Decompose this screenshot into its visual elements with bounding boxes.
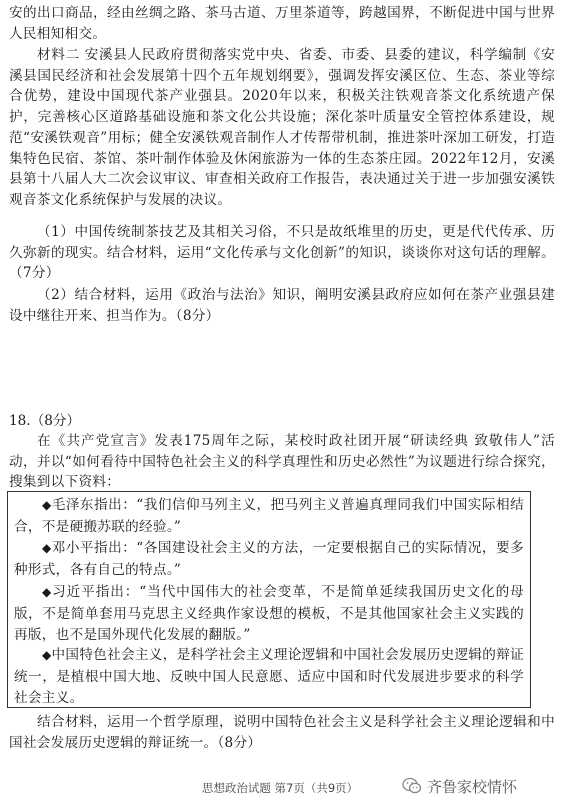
quote-deng: ◆邓小平指出：“各国建设社会主义的方法，一定要根据自己的实际情况，要多种形式，各有自己的特点。” — [14, 540, 524, 578]
question-18-task: 结合材料，运用一个哲学原理，说明中国特色社会主义是科学社会主义理论逻辑和中国社会发展历史逻辑的辩证统一。（8分） — [9, 714, 555, 751]
question-17-part-1: （1）中国传统制茶技艺及其相关习俗，不只是故纸堆里的历史，更是代代传承、历久弥新的现实。结合材料，运用“文化传承与文化创新”的知识，谈谈你对这句话的理解。（7分） — [9, 224, 555, 282]
question-17-part-2: （2）结合材料，运用《政治与法治》知识，阐明安溪县政府应如何在茶产业强县建设中继往开来、担当作为。（8分） — [9, 287, 555, 324]
quote-summary: ◆中国特色社会主义，是科学社会主义理论逻辑和中国社会发展历史逻辑的辩证统一，是植根中国大地、反映中国人民意愿、适应中国和时代发展进步要求的科学社会主义。 — [14, 647, 524, 706]
page-footer: 思想政治试题 第7页（共9页） — [201, 781, 359, 795]
material-two: 材料二 安溪县人民政府贯彻落实党中央、省委、市委、县委的建议，科学编制《安溪县国民经济和社会发展第十四个五年规划纲要》，强调发挥安溪区位、生态、茶业等综合优势，建设中国现代茶产业强县。2020年以来，积极关注铁观音茶文化系统遗产保护，完善核心区道路基础设施和茶文化公共设施；深化茶叶质量安全管控体系建设，规范“安溪铁观音”用标；健全安溪铁观音制作人才传帮带机制，推进茶叶深加工研发，打造集特色民宿、茶馆、茶叶制作体验及休闲旅游为一体的生态茶庄园。2022年12月，安溪县第十八届人大二次会议审议、审查相关政府工作报告，表决通过关于进一步加强安溪铁观音茶文化系统保护与发展的决议。 — [9, 47, 555, 208]
watermark-text: 齐鲁家校情怀 — [427, 777, 518, 796]
diamond-bullet-icon: ◆ — [42, 585, 53, 599]
question-18-number: 18.（8分） — [9, 413, 81, 429]
watermark — [402, 774, 517, 798]
diamond-bullet-icon: ◆ — [42, 541, 52, 555]
intro-continuation: 安的出口商品，经由丝绸之路、茶马古道、万里茶道等，跨越国界，不断促进中国与世界人民相知相交。 — [9, 5, 555, 42]
diamond-bullet-icon: ◆ — [42, 648, 52, 662]
quote-xi: ◆习近平指出：“当代中国伟大的社会变革，不是简单延续我国历史文化的母版，不是简单套用马克思主义经典作家设想的模板，不是其他国家社会主义实践的再版，也不是国外现代化发展的翻版。” — [14, 584, 524, 643]
wechat-icon — [402, 777, 422, 795]
question-18-stem: 在《共产党宣言》发表175周年之际，某校时政社团开展“研读经典 致敬伟人”活动，并以“如何看待中国特色社会主义的科学真理性和历史必然性”为议题进行综合探究，搜集到以下资料： — [9, 433, 555, 491]
quotation-box — [7, 491, 531, 708]
quote-mao: ◆毛泽东指出：“我们信仰马列主义，把马列主义普遍真理同我们中国实际相结合，不是硬搬苏联的经验。” — [14, 497, 524, 535]
diamond-bullet-icon: ◆ — [42, 498, 52, 512]
